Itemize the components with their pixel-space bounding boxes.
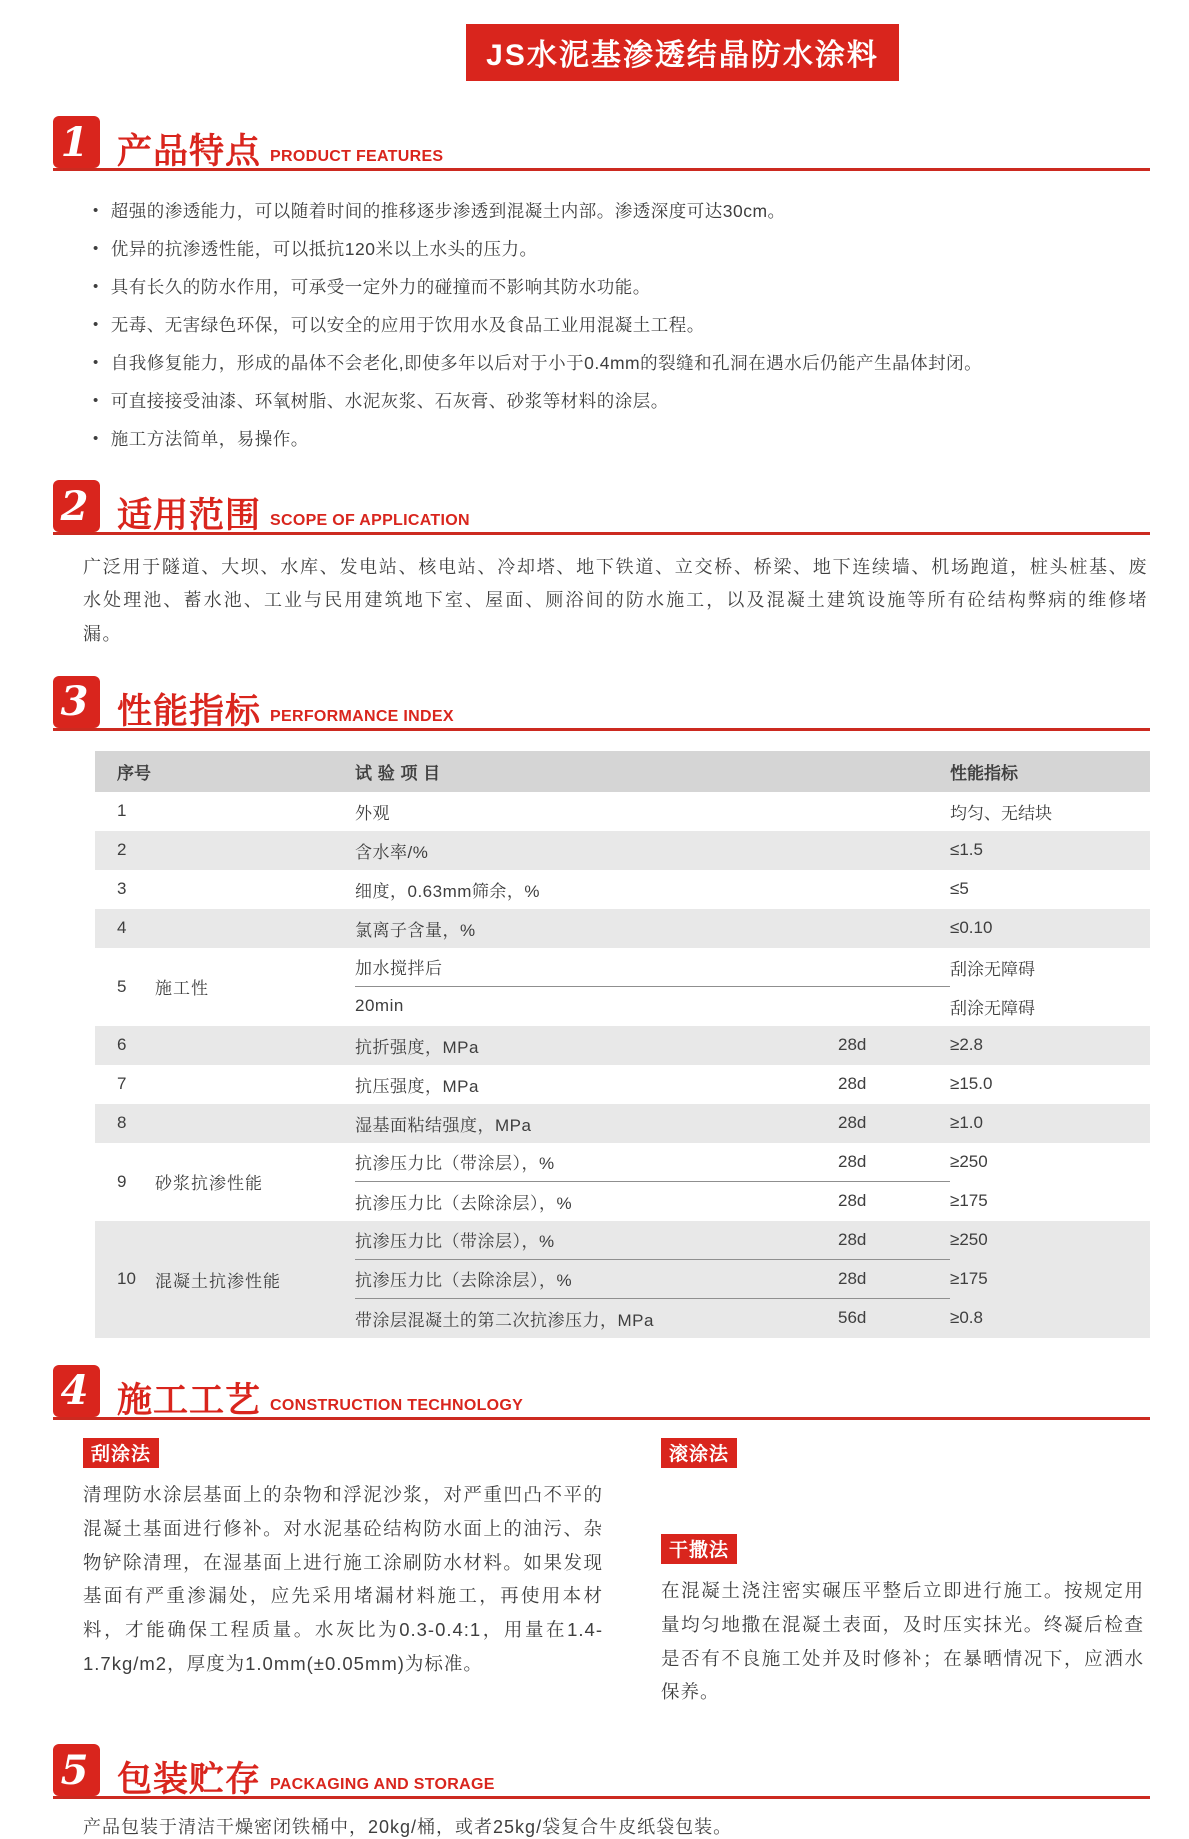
test-item-value: ≤5 — [950, 879, 969, 899]
section-construction — [53, 1366, 1150, 1733]
row-group-label: 混凝土抗渗性能 — [155, 1271, 281, 1291]
section-title: 包装贮存 — [117, 1760, 262, 1800]
test-item-value: ≥1.0 — [950, 1113, 983, 1133]
section-title: 性能指标 — [117, 691, 262, 731]
row-sub-item — [355, 1260, 1150, 1299]
section-number-badge: 3 — [53, 676, 100, 728]
test-item-name: 湿基面粘结强度，MPa — [355, 1115, 532, 1135]
test-item-value: 刮涂无障碍 — [950, 959, 1035, 979]
section-subtitle: PRODUCT FEATURES — [270, 148, 444, 165]
section-scope — [53, 481, 1150, 651]
construction-method — [661, 1438, 1144, 1468]
test-item-age — [838, 792, 950, 831]
section-subtitle: CONSTRUCTION TECHNOLOGY — [270, 1396, 524, 1414]
row-items — [355, 948, 1150, 1026]
section-features — [53, 117, 1150, 457]
section-scope-header — [53, 481, 1150, 535]
table-header-item — [355, 751, 1150, 792]
row-items — [355, 870, 1150, 909]
table-row — [95, 909, 1150, 948]
construction-col-left — [83, 1438, 603, 1733]
test-item-value: ≥175 — [950, 1191, 988, 1211]
feature-item: • 优异的抗渗透性能，可以抵抗120米以上水头的压力。 — [93, 229, 1150, 267]
table-row — [95, 1143, 1150, 1221]
datasheet-page — [0, 24, 1189, 1839]
row-number: 2 — [117, 840, 127, 860]
test-item-age: 28d — [838, 1074, 867, 1094]
row-group-label — [155, 792, 355, 831]
row-items — [355, 909, 1150, 948]
test-item-name: 抗压强度，MPa — [355, 1076, 479, 1096]
row-items — [355, 1104, 1150, 1143]
test-item-value: ≥175 — [950, 1269, 988, 1289]
test-item-age: 28d — [838, 1260, 950, 1299]
row-number: 5 — [117, 976, 127, 996]
section-title: 施工工艺 — [117, 1380, 262, 1420]
section-subtitle: SCOPE OF APPLICATION — [270, 512, 470, 529]
test-item-value: 刮涂无障碍 — [950, 998, 1035, 1018]
section-subtitle: PERFORMANCE INDEX — [270, 707, 454, 725]
test-item-age: 28d — [838, 1191, 867, 1211]
section-number-badge: 4 — [53, 1365, 100, 1417]
table-header-row — [95, 751, 1150, 792]
row-items — [355, 1065, 1150, 1104]
row-group-label: 施工性 — [155, 979, 209, 999]
page-title: JS水泥基渗透结晶防水涂料 — [466, 24, 899, 81]
title-row — [88, 24, 1189, 81]
row-group-label — [155, 831, 355, 870]
test-item-name: 氯离子含量，% — [355, 920, 476, 940]
test-item-name: 外观 — [355, 803, 390, 823]
row-sub-item — [355, 1221, 1150, 1260]
row-number: 8 — [117, 1113, 127, 1133]
test-item-age: 28d — [838, 1143, 950, 1182]
table-row — [95, 831, 1150, 870]
construction-columns — [83, 1438, 1144, 1733]
section-performance — [53, 677, 1150, 1338]
section-number-badge: 1 — [53, 116, 100, 168]
row-items — [355, 831, 1150, 870]
table-row — [95, 1104, 1150, 1143]
row-sub-item — [355, 1182, 1150, 1221]
test-item-name: 20min — [355, 996, 404, 1016]
section-construction-header — [53, 1366, 1150, 1420]
row-sub-item — [355, 1104, 1150, 1143]
row-sub-item — [355, 987, 1150, 1026]
table-row — [95, 1221, 1150, 1338]
test-item-name: 细度，0.63mm筛余，% — [355, 881, 541, 901]
test-item-value: ≥2.8 — [950, 1035, 983, 1055]
scope-paragraph: 广泛用于隧道、大坝、水库、发电站、核电站、冷却塔、地下铁道、立交桥、桥梁、地下连续墙、机场跑道，桩头桩基、废水处理池、蓄水池、工业与民用建筑地下室、屋面、厕浴间的防水施工，以及混凝土建筑设施等所有砼结构弊病的维修堵漏。 — [83, 557, 1148, 644]
construction-col-right — [661, 1438, 1144, 1733]
row-number: 10 — [117, 1269, 136, 1289]
test-item-name: 抗渗压力比（带涂层），% — [355, 1221, 838, 1260]
row-sub-item — [355, 870, 1150, 909]
method-label-badge: 干撒法 — [661, 1534, 737, 1564]
row-sub-item — [355, 1026, 1150, 1065]
row-number: 1 — [117, 801, 127, 821]
row-group-label — [155, 1104, 355, 1143]
table-row — [95, 1065, 1150, 1104]
table-row — [95, 1026, 1150, 1065]
row-number: 7 — [117, 1074, 127, 1094]
construction-method — [661, 1534, 1144, 1709]
features-list — [93, 191, 1150, 457]
row-items — [355, 1143, 1150, 1221]
packaging-paragraph: 产品包装于清洁干燥密闭铁桶中，20kg/桶，或者25kg/袋复合牛皮纸袋包装。 — [83, 1817, 733, 1838]
row-group-label — [155, 1026, 355, 1065]
method-label-badge: 刮涂法 — [83, 1438, 159, 1468]
test-item-age — [838, 948, 950, 987]
method-description: 清理防水涂层基面上的杂物和浮泥沙浆，对严重凹凸不平的混凝土基面进行修补。对水泥基砼结构防水面上的油污、杂物铲除清理，在湿基面上进行施工涂刷防水材料。如果发现基面有严重渗漏处，应先采用堵漏材料施工，再使用本材料，才能确保工程质量。水灰比为0.3-0.4:1，用量在1.4-1.7kg/m2，厚度为1.0mm(±0.05mm)为标准。 — [83, 1483, 603, 1675]
section-packaging — [53, 1745, 1150, 1839]
section-packaging-header — [53, 1745, 1150, 1799]
method-label-badge: 滚涂法 — [661, 1438, 737, 1468]
table-header-index: 性能指标 — [950, 763, 1018, 783]
feature-item: • 具有长久的防水作用，可承受一定外力的碰撞而不影响其防水功能。 — [93, 267, 1150, 305]
method-description: 在混凝土浇注密实碾压平整后立即进行施工。按规定用量均匀地撒在混凝土表面，及时压实抹光。终凝后检查是否有不良施工处并及时修补；在暴晒情况下，应洒水保养。 — [661, 1579, 1144, 1703]
construction-method — [83, 1438, 603, 1681]
row-number: 3 — [117, 879, 127, 899]
test-item-value: ≤1.5 — [950, 840, 983, 860]
section-title: 产品特点 — [117, 131, 262, 171]
test-item-age — [838, 870, 950, 909]
test-item-name: 抗折强度，MPa — [355, 1037, 479, 1057]
row-items — [355, 1221, 1150, 1338]
row-sub-item — [355, 831, 1150, 870]
row-number: 4 — [117, 918, 127, 938]
table-header-age — [838, 751, 950, 792]
test-item-value: ≥250 — [950, 1152, 988, 1172]
test-item-name: 含水率/% — [355, 842, 429, 862]
performance-table — [95, 751, 1150, 1338]
row-group-label: 砂浆抗渗性能 — [155, 1174, 263, 1194]
row-items — [355, 792, 1150, 831]
row-group-label — [155, 870, 355, 909]
table-row — [95, 948, 1150, 1026]
table-row — [95, 792, 1150, 831]
row-group-label — [155, 1065, 355, 1104]
table-row — [95, 870, 1150, 909]
row-sub-item — [355, 1143, 1150, 1182]
section-number-badge: 2 — [53, 480, 100, 532]
section-subtitle: PACKAGING AND STORAGE — [270, 1776, 495, 1794]
test-item-name: 抗渗压力比（带涂层），% — [355, 1143, 838, 1182]
feature-item: • 无毒、无害绿色环保，可以安全的应用于饮用水及食品工业用混凝土工程。 — [93, 305, 1150, 343]
table-header-test-item: 试 验 项 目 — [355, 763, 441, 783]
row-sub-item — [355, 1065, 1150, 1104]
row-sub-item — [355, 909, 1150, 948]
feature-item: • 自我修复能力，形成的晶体不会老化,即使多年以后对于小于0.4mm的裂缝和孔洞在遇水后仍能产生晶体封闭。 — [93, 343, 1150, 381]
test-item-name: 抗渗压力比（去除涂层），% — [355, 1193, 573, 1213]
test-item-value: ≤0.10 — [950, 918, 993, 938]
test-item-age: 28d — [838, 1221, 950, 1260]
row-sub-item — [355, 948, 1150, 987]
test-item-age: 28d — [838, 1035, 867, 1055]
feature-item: • 可直接接受油漆、环氧树脂、水泥灰浆、石灰膏、砂浆等材料的涂层。 — [93, 381, 1150, 419]
test-item-value: ≥15.0 — [950, 1074, 993, 1094]
section-performance-header — [53, 677, 1150, 731]
test-item-age: 56d — [838, 1308, 867, 1328]
test-item-value: ≥0.8 — [950, 1308, 983, 1328]
test-item-age — [838, 987, 950, 1026]
test-item-age: 28d — [838, 1113, 867, 1133]
test-item-name: 加水搅拌后 — [355, 948, 838, 987]
row-items — [355, 1026, 1150, 1065]
feature-item: • 施工方法简单，易操作。 — [93, 419, 1150, 457]
table-header-items — [355, 751, 1150, 792]
row-number: 6 — [117, 1035, 127, 1055]
test-item-value: ≥250 — [950, 1230, 988, 1250]
row-group-label — [155, 909, 355, 948]
test-item-age — [838, 909, 950, 948]
test-item-age — [838, 831, 950, 870]
table-header-no: 序号 — [117, 763, 151, 783]
test-item-name: 带涂层混凝土的第二次抗渗压力，MPa — [355, 1310, 654, 1330]
section-features-header — [53, 117, 1150, 171]
row-number: 9 — [117, 1171, 127, 1191]
test-item-name: 抗渗压力比（去除涂层），% — [355, 1260, 838, 1299]
row-sub-item — [355, 1299, 1150, 1338]
section-title: 适用范围 — [117, 495, 262, 535]
feature-item: • 超强的渗透能力，可以随着时间的推移逐步渗透到混凝土内部。渗透深度可达30cm。 — [93, 191, 1150, 229]
table-header-group — [155, 751, 355, 792]
test-item-value: 均匀、无结块 — [950, 803, 1052, 823]
section-number-badge: 5 — [53, 1744, 100, 1796]
row-sub-item — [355, 792, 1150, 831]
